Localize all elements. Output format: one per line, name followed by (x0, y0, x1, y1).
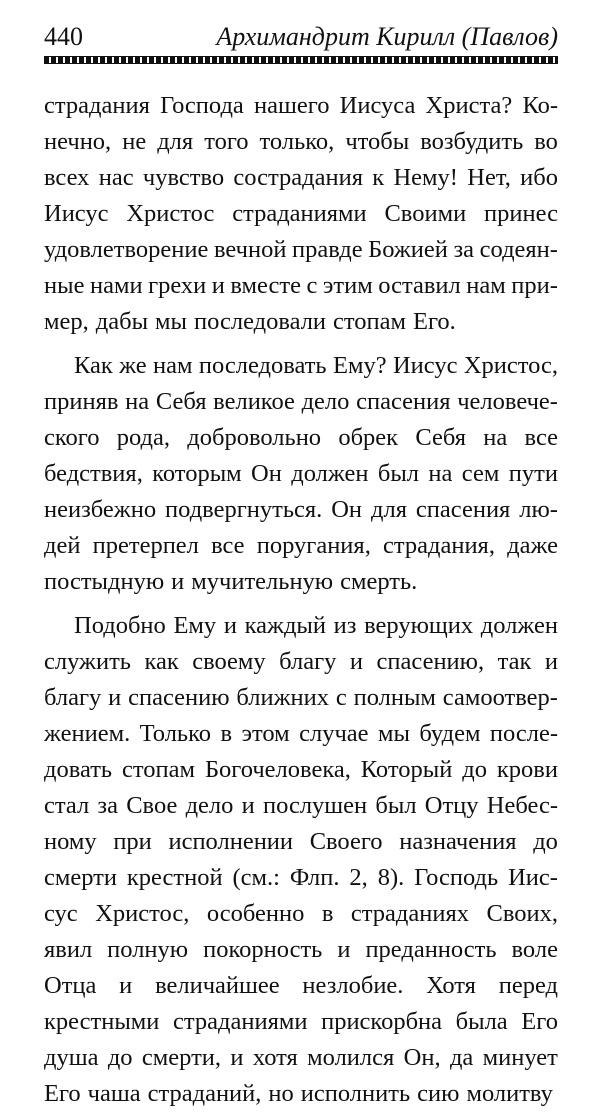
text-line: смерти крестной (см.: Флп. 2, 8). Господь Иис- (44, 864, 558, 891)
text-line: Подобно Ему и каждый из верующих должен (74, 612, 558, 639)
paragraph-gap (44, 600, 558, 608)
text-line: Отца и величайшее незлобие. Хотя перед (44, 972, 558, 999)
body-text (44, 88, 558, 1112)
paragraph (44, 88, 558, 340)
text-line: жением. Только в этом случае мы будем после- (44, 720, 558, 747)
paragraph-gap (44, 340, 558, 348)
text-line: мер, дабы мы последовали стопам Его. (44, 308, 456, 335)
text-line: благу и спасению ближних с полным самоотвер- (44, 684, 558, 711)
text-line: ные нами грехи и вместе с этим оставил нам при- (44, 272, 558, 299)
text-line: стал за Свое дело и послушен был Отцу Небес- (44, 792, 558, 819)
page-number: 440 (44, 22, 83, 51)
text-line: удовлетворение вечной правде Божией за содеян- (44, 236, 558, 263)
text-line: явил полную покорность и преданность воле (44, 936, 558, 963)
header-divider (44, 56, 558, 64)
text-line: душа до смерти, и хотя молился Он, да минует (44, 1044, 558, 1071)
text-line: довать стопам Богочеловека, Который до крови (44, 756, 558, 783)
text-line: Его чаша страданий, но исполнить сию молитву (44, 1080, 553, 1107)
paragraph (44, 608, 558, 1112)
text-line: ского рода, добровольно обрек Себя на все (44, 424, 558, 451)
paragraph (44, 348, 558, 600)
text-line: неизбежно подвергнуться. Он для спасения лю- (44, 496, 558, 523)
text-line: дей претерпел все поругания, страдания, даже (44, 532, 558, 559)
running-title: Архимандрит Кирилл (Павлов) (216, 22, 558, 51)
text-line: Как же нам последовать Ему? Иисус Христос, (74, 352, 558, 379)
text-line: ному при исполнении Своего назначения до (44, 828, 558, 855)
text-line: приняв на Себя великое дело спасения человече- (44, 388, 558, 415)
text-line: страдания Господа нашего Иисуса Христа? Ко- (44, 92, 558, 119)
page-header (44, 14, 558, 54)
text-line: нечно, не для того только, чтобы возбудить во (44, 128, 558, 155)
text-line: бедствия, которым Он должен был на сем пути (44, 460, 558, 487)
text-line: сус Христос, особенно в страданиях Своих, (44, 900, 558, 927)
text-line: всех нас чувство сострадания к Нему! Нет, ибо (44, 164, 558, 191)
text-line: Иисус Христос страданиями Своими принес (44, 200, 558, 227)
text-line: постыдную и мучительную смерть. (44, 568, 418, 595)
text-line: крестными страданиями прискорбна была Его (44, 1008, 558, 1035)
text-line: служить как своему благу и спасению, так и (44, 648, 558, 675)
